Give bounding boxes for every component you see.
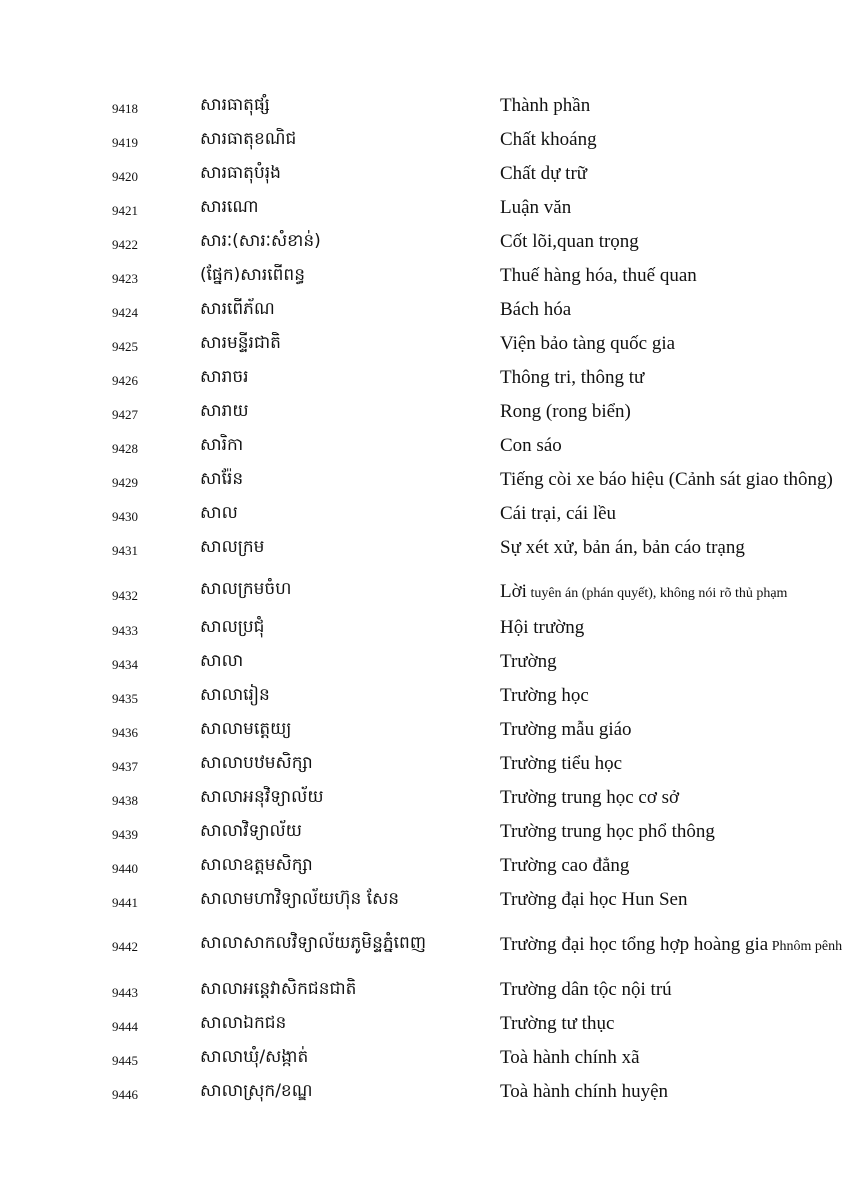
vietnamese-meaning: Cái trại, cái lều (500, 503, 617, 524)
vietnamese-meaning: Trường trung học phổ thông (500, 821, 715, 842)
khmer-term: សាលក្រមចំហ (200, 579, 292, 599)
vietnamese-meaning: Trường (500, 651, 557, 672)
vietnamese-meaning: Trường cao đẳng (500, 855, 630, 876)
vietnamese-meaning-small: Phnôm pênh (768, 939, 843, 954)
khmer-term: សារពើភ័ណ (200, 299, 275, 319)
entry-number: 9426 (112, 373, 138, 388)
khmer-term: សាលាមត្តេយ្យ (200, 719, 292, 739)
entry-number: 9439 (112, 827, 138, 842)
vietnamese-meaning: Thành phần (500, 95, 591, 116)
entry-row (0, 366, 848, 400)
khmer-term: សារមន្ទីរជាតិ (200, 333, 281, 353)
khmer-term: សារ៉ែន (200, 469, 244, 489)
entry-number: 9422 (112, 237, 138, 252)
entry-number: 9419 (112, 135, 138, 150)
entry-number: 9429 (112, 475, 138, 490)
entry-number: 9446 (112, 1087, 138, 1102)
entry-row (0, 616, 848, 650)
khmer-term: សាលាឯកជន (200, 1013, 287, 1033)
entry-row (0, 332, 848, 366)
entry-row (0, 230, 848, 264)
vietnamese-meaning: Viện bảo tàng quốc gia (500, 333, 676, 354)
vietnamese-meaning: Thông tri, thông tư (500, 367, 645, 388)
entry-number: 9442 (112, 939, 138, 954)
khmer-term: សាលាសាកលវិទ្យាល័យភូមិន្ទភ្នំពេញ (200, 933, 427, 953)
entry-row (0, 298, 848, 332)
entry-number: 9427 (112, 407, 138, 422)
entry-number: 9420 (112, 169, 138, 184)
khmer-term: សាលាអន្តេវាសិកជនជាតិ (200, 979, 357, 999)
vietnamese-meaning: Hội trường (500, 617, 585, 638)
vietnamese-meaning-small: tuyên án (phán quyết), không nói rõ thủ phạm (526, 586, 788, 601)
khmer-term: សាលាឃុំ/សង្កាត់ (200, 1047, 309, 1067)
entry-number: 9445 (112, 1053, 138, 1068)
entry-row (0, 536, 848, 570)
khmer-term: សាលប្រជុំ (200, 617, 265, 637)
entry-number: 9444 (112, 1019, 138, 1034)
khmer-term: សាលាអនុវិទ្យាល័យ (200, 787, 324, 807)
vietnamese-meaning: Trường tư thục (500, 1013, 615, 1034)
vietnamese-meaning: Rong (rong biển) (500, 401, 631, 422)
vietnamese-meaning: Sự xét xử, bản án, bản cáo trạng (500, 537, 745, 558)
vietnamese-meaning: Trường đại học Hun Sen (500, 889, 688, 910)
khmer-term: សាលក្រម (200, 537, 265, 557)
entry-row (0, 786, 848, 820)
entry-row (0, 196, 848, 230)
entry-number: 9440 (112, 861, 138, 876)
vietnamese-meaning: Toà hành chính xã (500, 1047, 640, 1068)
entry-number: 9424 (112, 305, 138, 320)
vietnamese-meaning: Tiếng còi xe báo hiệu (Cảnh sát giao thông) (500, 469, 833, 490)
vietnamese-meaning: Cốt lõi,quan trọng (500, 231, 639, 252)
khmer-term: (ផ្នែក)សារពើពន្ធ (200, 265, 305, 285)
entry-row (0, 264, 848, 298)
entry-row (0, 502, 848, 536)
entry-row (0, 468, 848, 502)
entry-row (0, 162, 848, 196)
vietnamese-meaning-prefix: Lời (500, 581, 527, 602)
khmer-term: សារធាតុខណិជ (200, 129, 297, 149)
entry-number: 9433 (112, 623, 138, 638)
khmer-term: សារៈ(សារៈសំខាន់) (200, 231, 321, 251)
khmer-term: សាលាមហាវិទ្យាល័យហ៊ុន សែន (200, 889, 400, 909)
vietnamese-meaning: Trường trung học cơ sở (500, 787, 680, 808)
khmer-term: សាលាវិទ្យាល័យ (200, 821, 302, 841)
entry-row (0, 978, 848, 1012)
khmer-term: សារិកា (200, 435, 244, 455)
khmer-term: សាលាឧត្តមសិក្សា (200, 855, 313, 875)
entry-number: 9430 (112, 509, 138, 524)
khmer-term: សារណោ (200, 197, 259, 217)
entry-row (0, 400, 848, 434)
vietnamese-meaning: Chất dự trữ (500, 163, 588, 184)
entry-number: 9431 (112, 543, 138, 558)
vietnamese-meaning: Trường học (500, 685, 589, 706)
entry-row (0, 650, 848, 684)
entry-number: 9428 (112, 441, 138, 456)
entry-number: 9425 (112, 339, 138, 354)
vietnamese-meaning: Trường tiểu học (500, 753, 623, 774)
vietnamese-meaning (500, 581, 848, 603)
vietnamese-meaning: Toà hành chính huyện (500, 1081, 669, 1102)
entry-number: 9438 (112, 793, 138, 808)
entry-row (0, 1046, 848, 1080)
vietnamese-meaning: Luận văn (500, 197, 572, 218)
entry-number: 9437 (112, 759, 138, 774)
vietnamese-meaning: Bách hóa (500, 299, 572, 320)
khmer-term: សាលាស្រុក/ខណ្ឌ (200, 1081, 313, 1101)
entry-row (0, 684, 848, 718)
khmer-term: សាលា (200, 651, 244, 671)
khmer-term: សារធាតុផ្សំ (200, 95, 270, 115)
entry-row (0, 94, 848, 128)
entry-row (0, 578, 848, 612)
entry-number: 9434 (112, 657, 138, 672)
vietnamese-meaning: Con sáo (500, 435, 562, 456)
vietnamese-meaning: Chất khoáng (500, 129, 597, 150)
khmer-term: សាល (200, 503, 238, 523)
entry-row (0, 752, 848, 786)
entry-row (0, 854, 848, 888)
entry-number: 9436 (112, 725, 138, 740)
entry-number: 9418 (112, 101, 138, 116)
entry-row (0, 128, 848, 162)
entry-row (0, 932, 848, 966)
vietnamese-meaning-prefix: Trường đại học tổng hợp hoàng gia (500, 934, 769, 955)
khmer-term: សារធាតុបំរុង (200, 163, 281, 183)
entry-row (0, 718, 848, 752)
entry-row (0, 820, 848, 854)
khmer-term: សាលាបឋមសិក្សា (200, 753, 313, 773)
entry-row (0, 1012, 848, 1046)
entry-number: 9441 (112, 895, 138, 910)
vietnamese-meaning (500, 934, 848, 956)
entry-row (0, 434, 848, 468)
entry-number: 9423 (112, 271, 138, 286)
vietnamese-meaning: Trường mẫu giáo (500, 719, 632, 740)
khmer-term: សារាចរ (200, 367, 249, 387)
vietnamese-meaning: Trường dân tộc nội trú (500, 979, 672, 1000)
entry-row (0, 888, 848, 922)
entry-number: 9421 (112, 203, 138, 218)
entry-row (0, 1080, 848, 1114)
entry-number: 9443 (112, 985, 138, 1000)
entry-number: 9435 (112, 691, 138, 706)
entry-number: 9432 (112, 588, 138, 603)
khmer-term: សារាយ (200, 401, 249, 421)
khmer-term: សាលារៀន (200, 685, 270, 705)
vietnamese-meaning: Thuế hàng hóa, thuế quan (500, 265, 697, 286)
